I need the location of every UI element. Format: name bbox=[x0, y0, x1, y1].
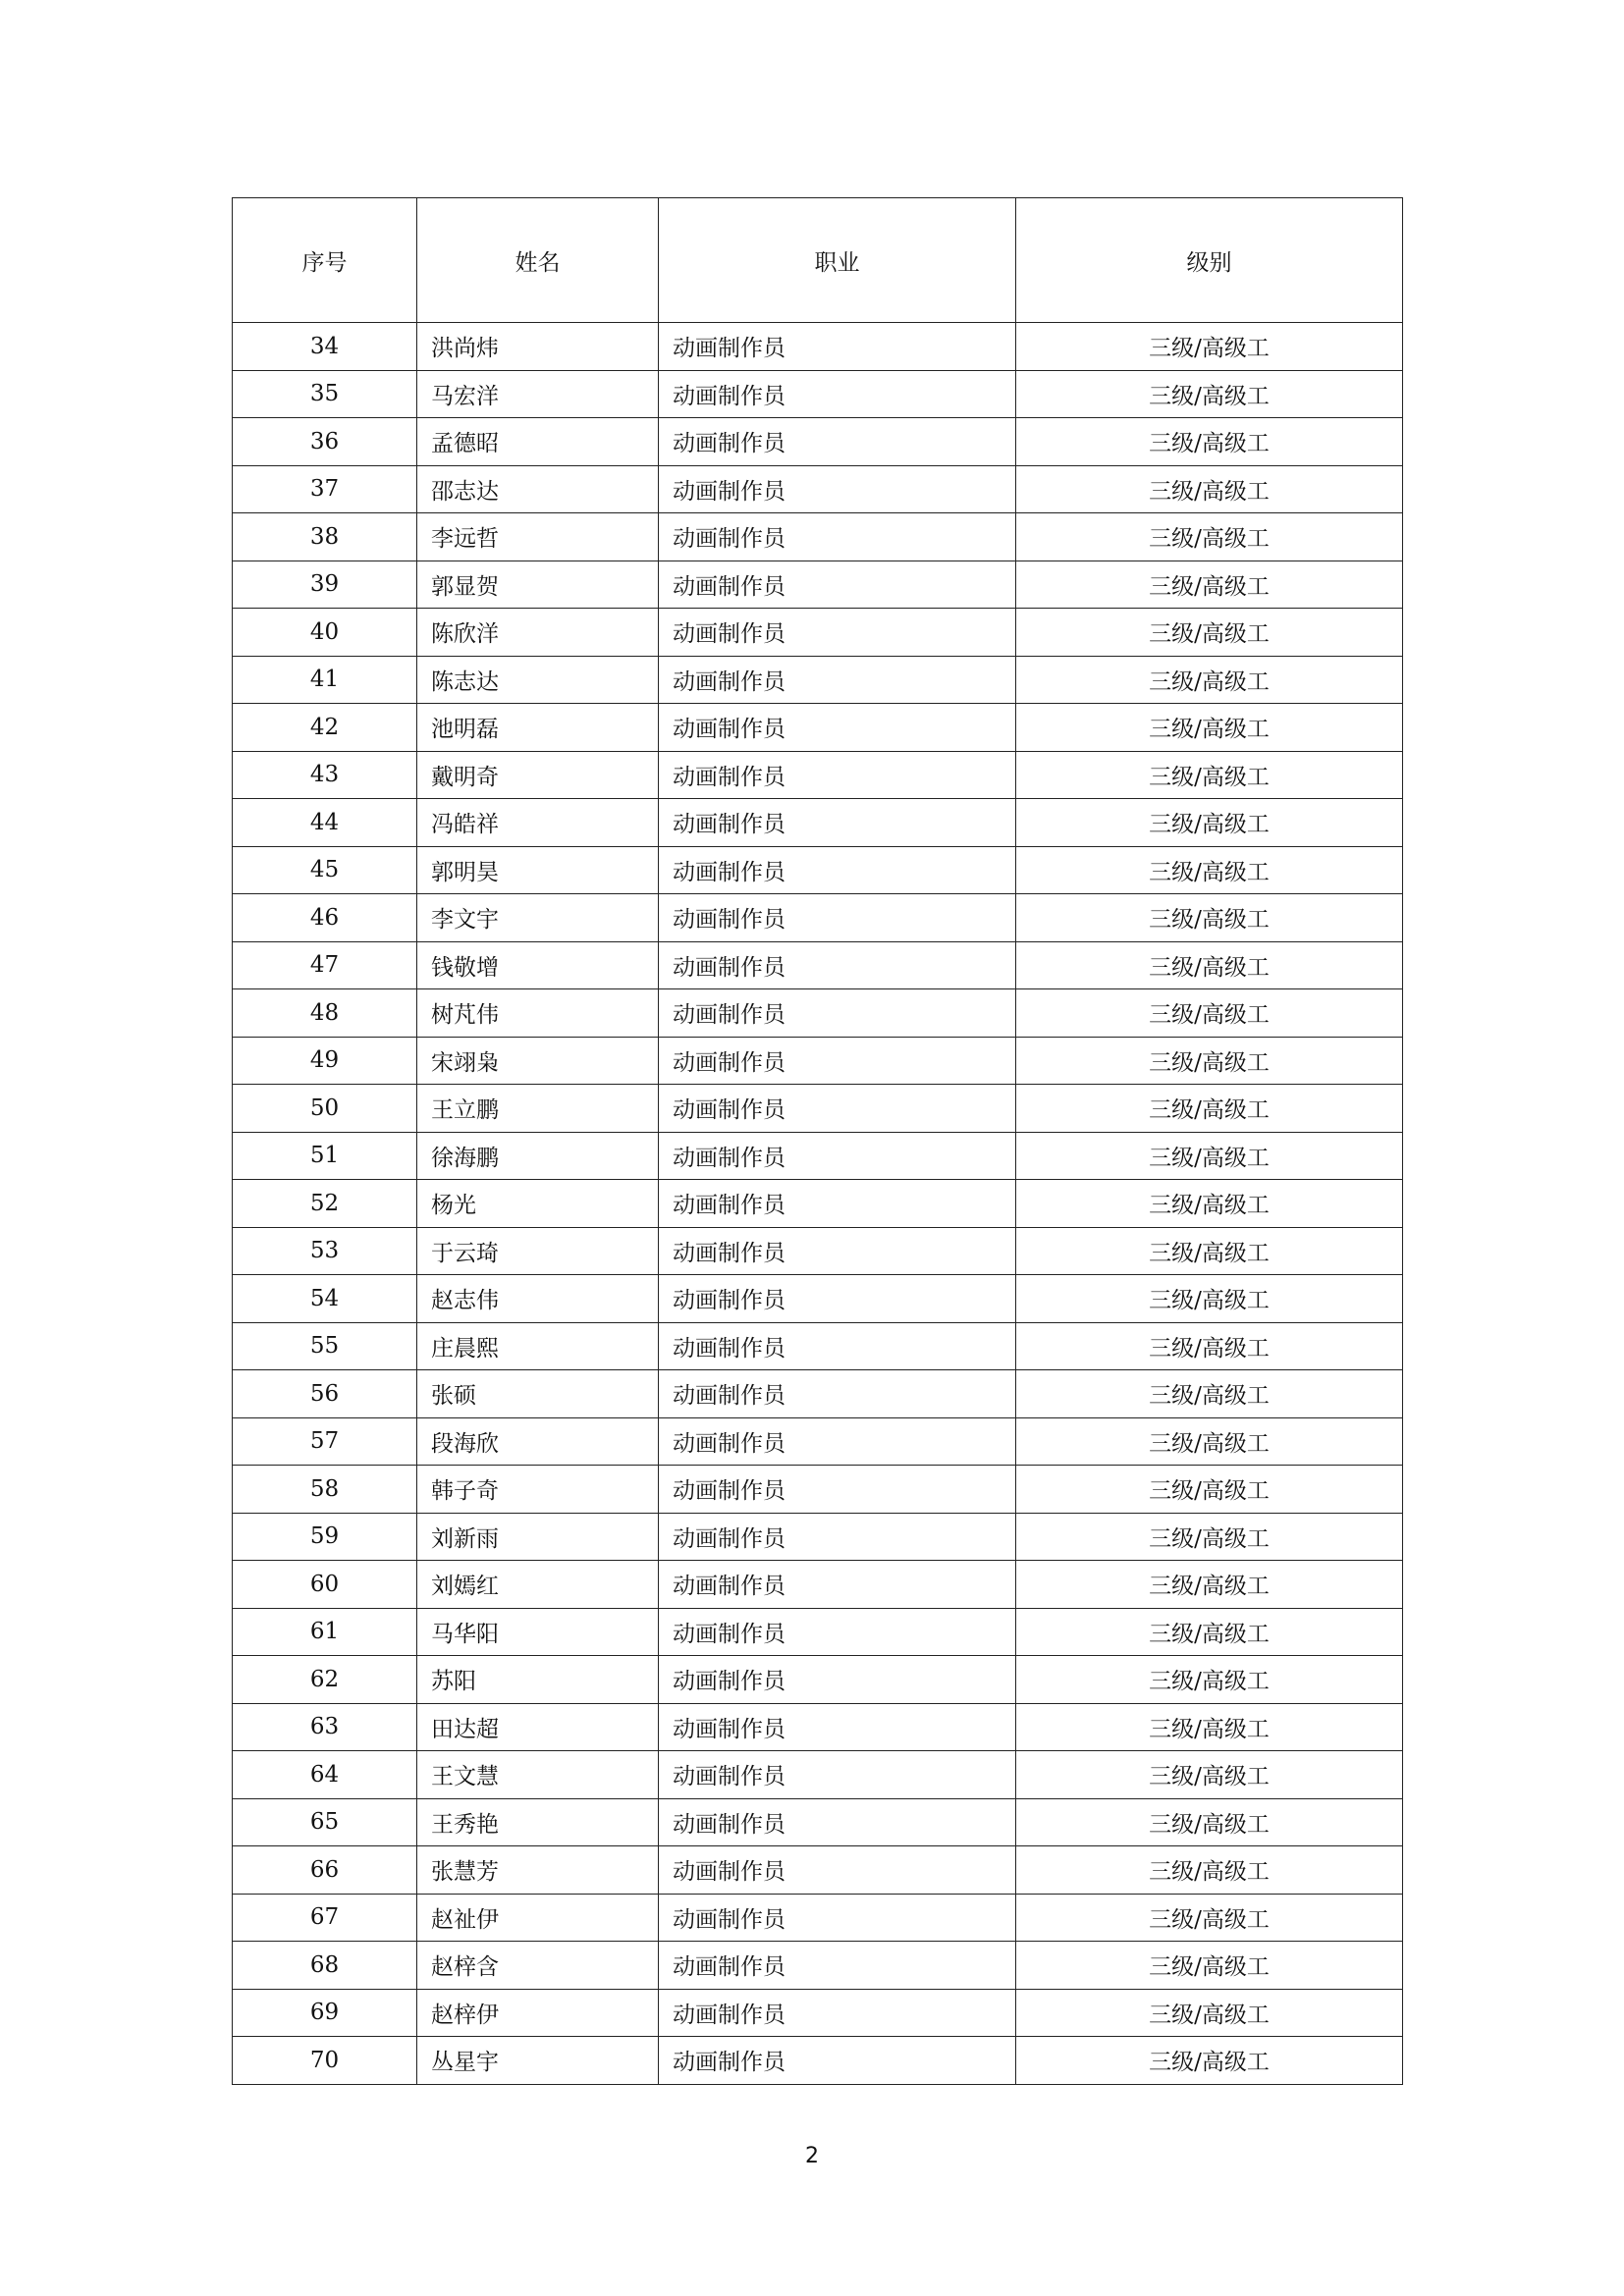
cell-seq: 55 bbox=[233, 1322, 417, 1370]
table-row bbox=[233, 1132, 1403, 1180]
cell-occupation: 动画制作员 bbox=[659, 799, 1016, 847]
table-row bbox=[233, 894, 1403, 942]
table-row bbox=[233, 418, 1403, 466]
cell-name: 邵志达 bbox=[417, 465, 659, 513]
cell-occupation: 动画制作员 bbox=[659, 1085, 1016, 1133]
cell-name: 赵梓含 bbox=[417, 1942, 659, 1990]
table-row bbox=[233, 1322, 1403, 1370]
cell-level: 三级/高级工 bbox=[1016, 418, 1403, 466]
cell-level: 三级/高级工 bbox=[1016, 1227, 1403, 1275]
cell-name: 王文慧 bbox=[417, 1751, 659, 1799]
table-row bbox=[233, 1037, 1403, 1085]
cell-seq: 56 bbox=[233, 1370, 417, 1418]
cell-seq: 66 bbox=[233, 1846, 417, 1895]
table-row bbox=[233, 989, 1403, 1038]
cell-seq: 45 bbox=[233, 846, 417, 894]
cell-seq: 43 bbox=[233, 751, 417, 799]
cell-level: 三级/高级工 bbox=[1016, 609, 1403, 657]
cell-level: 三级/高级工 bbox=[1016, 1846, 1403, 1895]
cell-name: 洪尚炜 bbox=[417, 323, 659, 371]
table-row bbox=[233, 1370, 1403, 1418]
cell-seq: 54 bbox=[233, 1275, 417, 1323]
cell-name: 刘嫣红 bbox=[417, 1561, 659, 1609]
cell-occupation: 动画制作员 bbox=[659, 1037, 1016, 1085]
cell-seq: 36 bbox=[233, 418, 417, 466]
cell-level: 三级/高级工 bbox=[1016, 894, 1403, 942]
table-row bbox=[233, 941, 1403, 989]
cell-name: 杨光 bbox=[417, 1180, 659, 1228]
cell-occupation: 动画制作员 bbox=[659, 941, 1016, 989]
cell-name: 赵梓伊 bbox=[417, 1989, 659, 2037]
cell-seq: 39 bbox=[233, 561, 417, 609]
header-row bbox=[233, 198, 1403, 323]
header-name: 姓名 bbox=[417, 198, 659, 323]
header-occupation: 职业 bbox=[659, 198, 1016, 323]
roster-table bbox=[232, 197, 1403, 2085]
table-row bbox=[233, 1466, 1403, 1514]
cell-name: 赵志伟 bbox=[417, 1275, 659, 1323]
table-row bbox=[233, 1846, 1403, 1895]
cell-level: 三级/高级工 bbox=[1016, 704, 1403, 752]
cell-seq: 34 bbox=[233, 323, 417, 371]
cell-name: 池明磊 bbox=[417, 704, 659, 752]
table-row bbox=[233, 1417, 1403, 1466]
cell-level: 三级/高级工 bbox=[1016, 1322, 1403, 1370]
table-row bbox=[233, 1942, 1403, 1990]
table-row bbox=[233, 465, 1403, 513]
cell-occupation: 动画制作员 bbox=[659, 1798, 1016, 1846]
cell-seq: 41 bbox=[233, 656, 417, 704]
cell-occupation: 动画制作员 bbox=[659, 609, 1016, 657]
table-row bbox=[233, 2037, 1403, 2085]
table-row bbox=[233, 656, 1403, 704]
cell-name: 陈欣洋 bbox=[417, 609, 659, 657]
cell-name: 于云琦 bbox=[417, 1227, 659, 1275]
table-row bbox=[233, 751, 1403, 799]
cell-occupation: 动画制作员 bbox=[659, 1370, 1016, 1418]
cell-level: 三级/高级工 bbox=[1016, 1942, 1403, 1990]
table-row bbox=[233, 1275, 1403, 1323]
cell-occupation: 动画制作员 bbox=[659, 1846, 1016, 1895]
cell-occupation: 动画制作员 bbox=[659, 1227, 1016, 1275]
table-row bbox=[233, 1085, 1403, 1133]
cell-seq: 62 bbox=[233, 1656, 417, 1704]
cell-occupation: 动画制作员 bbox=[659, 1894, 1016, 1942]
cell-name: 李文宇 bbox=[417, 894, 659, 942]
cell-level: 三级/高级工 bbox=[1016, 1275, 1403, 1323]
cell-occupation: 动画制作员 bbox=[659, 704, 1016, 752]
cell-level: 三级/高级工 bbox=[1016, 1132, 1403, 1180]
cell-seq: 69 bbox=[233, 1989, 417, 2037]
cell-name: 戴明奇 bbox=[417, 751, 659, 799]
cell-occupation: 动画制作员 bbox=[659, 1608, 1016, 1656]
cell-level: 三级/高级工 bbox=[1016, 370, 1403, 418]
table-row bbox=[233, 1608, 1403, 1656]
cell-level: 三级/高级工 bbox=[1016, 561, 1403, 609]
table-row bbox=[233, 1513, 1403, 1561]
table-row bbox=[233, 1751, 1403, 1799]
cell-seq: 65 bbox=[233, 1798, 417, 1846]
cell-occupation: 动画制作员 bbox=[659, 1132, 1016, 1180]
cell-level: 三级/高级工 bbox=[1016, 1180, 1403, 1228]
cell-level: 三级/高级工 bbox=[1016, 751, 1403, 799]
cell-name: 树芃伟 bbox=[417, 989, 659, 1038]
table-row bbox=[233, 846, 1403, 894]
table-row bbox=[233, 704, 1403, 752]
table-row bbox=[233, 1561, 1403, 1609]
cell-occupation: 动画制作员 bbox=[659, 1513, 1016, 1561]
cell-level: 三级/高级工 bbox=[1016, 1370, 1403, 1418]
cell-name: 张硕 bbox=[417, 1370, 659, 1418]
cell-seq: 67 bbox=[233, 1894, 417, 1942]
cell-level: 三级/高级工 bbox=[1016, 1085, 1403, 1133]
header-level: 级别 bbox=[1016, 198, 1403, 323]
cell-level: 三级/高级工 bbox=[1016, 2037, 1403, 2085]
cell-occupation: 动画制作员 bbox=[659, 465, 1016, 513]
cell-occupation: 动画制作员 bbox=[659, 1751, 1016, 1799]
cell-seq: 59 bbox=[233, 1513, 417, 1561]
cell-seq: 64 bbox=[233, 1751, 417, 1799]
cell-level: 三级/高级工 bbox=[1016, 1466, 1403, 1514]
cell-name: 孟德昭 bbox=[417, 418, 659, 466]
cell-seq: 68 bbox=[233, 1942, 417, 1990]
cell-occupation: 动画制作员 bbox=[659, 561, 1016, 609]
cell-occupation: 动画制作员 bbox=[659, 1417, 1016, 1466]
table-row bbox=[233, 1703, 1403, 1751]
cell-seq: 47 bbox=[233, 941, 417, 989]
cell-seq: 49 bbox=[233, 1037, 417, 1085]
cell-name: 马华阳 bbox=[417, 1608, 659, 1656]
cell-occupation: 动画制作员 bbox=[659, 513, 1016, 561]
cell-name: 刘新雨 bbox=[417, 1513, 659, 1561]
cell-seq: 50 bbox=[233, 1085, 417, 1133]
cell-seq: 61 bbox=[233, 1608, 417, 1656]
cell-occupation: 动画制作员 bbox=[659, 1322, 1016, 1370]
cell-occupation: 动画制作员 bbox=[659, 1561, 1016, 1609]
cell-seq: 58 bbox=[233, 1466, 417, 1514]
table-row bbox=[233, 370, 1403, 418]
cell-level: 三级/高级工 bbox=[1016, 989, 1403, 1038]
cell-name: 李远哲 bbox=[417, 513, 659, 561]
cell-name: 冯皓祥 bbox=[417, 799, 659, 847]
cell-name: 张慧芳 bbox=[417, 1846, 659, 1895]
cell-name: 钱敬增 bbox=[417, 941, 659, 989]
cell-level: 三级/高级工 bbox=[1016, 1703, 1403, 1751]
cell-name: 宋翊枭 bbox=[417, 1037, 659, 1085]
cell-occupation: 动画制作员 bbox=[659, 1656, 1016, 1704]
cell-occupation: 动画制作员 bbox=[659, 2037, 1016, 2085]
cell-level: 三级/高级工 bbox=[1016, 1989, 1403, 2037]
cell-name: 陈志达 bbox=[417, 656, 659, 704]
cell-occupation: 动画制作员 bbox=[659, 1275, 1016, 1323]
cell-level: 三级/高级工 bbox=[1016, 1751, 1403, 1799]
table-row bbox=[233, 1894, 1403, 1942]
header-seq: 序号 bbox=[233, 198, 417, 323]
table-row bbox=[233, 1656, 1403, 1704]
cell-occupation: 动画制作员 bbox=[659, 894, 1016, 942]
cell-name: 王秀艳 bbox=[417, 1798, 659, 1846]
cell-name: 苏阳 bbox=[417, 1656, 659, 1704]
cell-seq: 48 bbox=[233, 989, 417, 1038]
page-number: 2 bbox=[805, 2144, 819, 2168]
cell-level: 三级/高级工 bbox=[1016, 1513, 1403, 1561]
cell-seq: 37 bbox=[233, 465, 417, 513]
cell-occupation: 动画制作员 bbox=[659, 418, 1016, 466]
cell-level: 三级/高级工 bbox=[1016, 846, 1403, 894]
cell-seq: 52 bbox=[233, 1180, 417, 1228]
cell-name: 王立鹏 bbox=[417, 1085, 659, 1133]
cell-level: 三级/高级工 bbox=[1016, 513, 1403, 561]
cell-seq: 57 bbox=[233, 1417, 417, 1466]
cell-seq: 46 bbox=[233, 894, 417, 942]
cell-seq: 38 bbox=[233, 513, 417, 561]
cell-seq: 42 bbox=[233, 704, 417, 752]
cell-seq: 40 bbox=[233, 609, 417, 657]
cell-occupation: 动画制作员 bbox=[659, 1942, 1016, 1990]
cell-level: 三级/高级工 bbox=[1016, 1561, 1403, 1609]
cell-level: 三级/高级工 bbox=[1016, 465, 1403, 513]
cell-level: 三级/高级工 bbox=[1016, 323, 1403, 371]
table-row bbox=[233, 1798, 1403, 1846]
cell-level: 三级/高级工 bbox=[1016, 799, 1403, 847]
cell-level: 三级/高级工 bbox=[1016, 1656, 1403, 1704]
cell-level: 三级/高级工 bbox=[1016, 941, 1403, 989]
table-row bbox=[233, 1227, 1403, 1275]
cell-level: 三级/高级工 bbox=[1016, 1608, 1403, 1656]
cell-level: 三级/高级工 bbox=[1016, 656, 1403, 704]
cell-name: 马宏洋 bbox=[417, 370, 659, 418]
table-row bbox=[233, 513, 1403, 561]
cell-occupation: 动画制作员 bbox=[659, 989, 1016, 1038]
cell-name: 田达超 bbox=[417, 1703, 659, 1751]
table-row bbox=[233, 799, 1403, 847]
cell-seq: 51 bbox=[233, 1132, 417, 1180]
cell-name: 赵祉伊 bbox=[417, 1894, 659, 1942]
cell-name: 郭显贺 bbox=[417, 561, 659, 609]
table-row bbox=[233, 1989, 1403, 2037]
table-row bbox=[233, 609, 1403, 657]
cell-seq: 53 bbox=[233, 1227, 417, 1275]
cell-level: 三级/高级工 bbox=[1016, 1894, 1403, 1942]
table-row bbox=[233, 323, 1403, 371]
cell-level: 三级/高级工 bbox=[1016, 1037, 1403, 1085]
cell-name: 郭明昊 bbox=[417, 846, 659, 894]
cell-name: 徐海鹏 bbox=[417, 1132, 659, 1180]
cell-occupation: 动画制作员 bbox=[659, 1989, 1016, 2037]
cell-seq: 63 bbox=[233, 1703, 417, 1751]
cell-seq: 35 bbox=[233, 370, 417, 418]
cell-name: 段海欣 bbox=[417, 1417, 659, 1466]
cell-name: 韩子奇 bbox=[417, 1466, 659, 1514]
cell-occupation: 动画制作员 bbox=[659, 846, 1016, 894]
table-row bbox=[233, 561, 1403, 609]
cell-level: 三级/高级工 bbox=[1016, 1798, 1403, 1846]
cell-occupation: 动画制作员 bbox=[659, 323, 1016, 371]
cell-seq: 44 bbox=[233, 799, 417, 847]
cell-name: 丛星宇 bbox=[417, 2037, 659, 2085]
cell-occupation: 动画制作员 bbox=[659, 751, 1016, 799]
cell-name: 庄晨熙 bbox=[417, 1322, 659, 1370]
cell-occupation: 动画制作员 bbox=[659, 1703, 1016, 1751]
cell-occupation: 动画制作员 bbox=[659, 1180, 1016, 1228]
cell-seq: 70 bbox=[233, 2037, 417, 2085]
cell-occupation: 动画制作员 bbox=[659, 656, 1016, 704]
table-row bbox=[233, 1180, 1403, 1228]
cell-seq: 60 bbox=[233, 1561, 417, 1609]
cell-occupation: 动画制作员 bbox=[659, 1466, 1016, 1514]
cell-occupation: 动画制作员 bbox=[659, 370, 1016, 418]
cell-level: 三级/高级工 bbox=[1016, 1417, 1403, 1466]
